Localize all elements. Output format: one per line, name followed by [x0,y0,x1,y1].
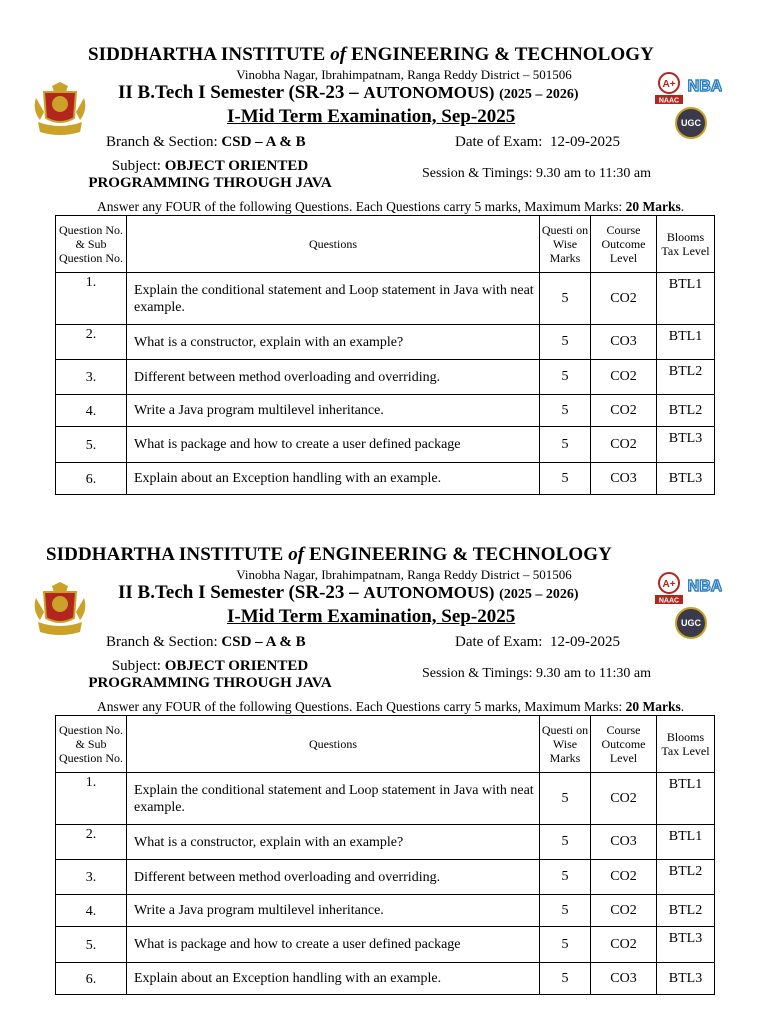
blooms-level: BTL1 [657,273,715,325]
subject-label: Subject: [111,158,165,174]
header-qno: Question No. & Sub Question No. [56,216,127,273]
table-row [56,427,715,463]
header-questions: Questions [127,216,540,273]
question-marks: 5 [540,895,591,927]
course-outcome: CO2 [591,895,657,927]
table-row [56,825,715,860]
blooms-level: BTL2 [657,360,715,395]
question-number: 1. [56,773,127,825]
course-outcome: CO3 [591,825,657,860]
question-text: Different between method overloading and overriding. [127,360,540,395]
institute-name-part: ENGINEERING & TECHNOLOGY [351,44,655,65]
table-row [56,360,715,395]
question-marks: 5 [540,427,591,463]
date-of-exam [455,134,620,151]
table-row [56,773,715,825]
autonomous-label: AUTONOMOUS) [363,583,495,602]
max-marks: 20 Marks [625,199,681,214]
subject-value-line2: PROGRAMMING THROUGH JAVA [88,675,332,691]
header-questions: Questions [127,716,540,773]
svg-text:A+: A+ [662,579,676,590]
question-number: 6. [56,963,127,995]
nba-badge-icon [688,74,722,96]
institute-name [30,44,750,66]
branch-section [106,134,306,151]
question-number: 3. [56,860,127,895]
course-outcome: CO2 [591,427,657,463]
question-marks: 5 [540,273,591,325]
institute-address: Vinobha Nagar, Ibrahimpatnam, Ranga Reddy District – 501506 [236,67,572,82]
question-number: 5. [56,927,127,963]
ugc-badge-icon [674,606,708,640]
course-outcome: CO2 [591,927,657,963]
course-outcome: CO3 [591,325,657,360]
question-marks: 5 [540,825,591,860]
subject-value-line1: OBJECT ORIENTED [164,658,309,674]
question-text: What is package and how to create a user defined package [127,927,540,963]
table-row [56,395,715,427]
svg-text:NAAC: NAAC [658,597,680,605]
institute-name [16,544,736,566]
question-text: What is a constructor, explain with an example? [127,325,540,360]
blooms-level: BTL2 [657,395,715,427]
instruction-end: . [680,699,685,714]
course-outcome: CO3 [591,963,657,995]
semester-heading [118,582,578,604]
naac-badge-icon [654,572,684,606]
header-marks: Questi on Wise Marks [540,216,591,273]
table-row [56,927,715,963]
question-marks: 5 [540,395,591,427]
college-crest-logo [30,582,90,638]
course-outcome: CO2 [591,773,657,825]
course-outcome: CO2 [591,395,657,427]
session-label: Session & Timings: [422,166,533,181]
question-marks: 5 [540,927,591,963]
blooms-level: BTL3 [657,963,715,995]
header-btl: Blooms Tax Level [657,716,715,773]
blooms-level: BTL3 [657,463,715,495]
instruction-text: Answer any FOUR of the following Questions. Each Questions carry 5 marks, Maximum Marks: [97,199,626,214]
subject-value-line2: PROGRAMMING THROUGH JAVA [88,175,332,191]
table-row [56,963,715,995]
question-marks: 5 [540,463,591,495]
table-row [56,895,715,927]
exam-paper-2 [0,530,768,1030]
table-header-row [56,216,715,273]
branch-label: Branch & Section: [106,134,222,150]
date-label: Date of Exam: [455,634,543,650]
question-marks: 5 [540,360,591,395]
exam-title: I-Mid Term Examination, Sep-2025 [227,106,516,127]
instructions [97,699,684,715]
question-marks: 5 [540,773,591,825]
table-row [56,463,715,495]
question-number: 1. [56,273,127,325]
blooms-level: BTL1 [657,325,715,360]
question-number: 5. [56,427,127,463]
questions-table [55,715,715,995]
questions-table [55,215,715,495]
course-outcome: CO2 [591,360,657,395]
question-text: What is a constructor, explain with an example? [127,825,540,860]
session-timings [422,666,651,682]
instruction-text: Answer any FOUR of the following Questions. Each Questions carry 5 marks, Maximum Marks: [97,699,626,714]
question-text: Explain the conditional statement and Loop statement in Java with neat example. [127,773,540,825]
question-number: 3. [56,360,127,395]
exam-title: I-Mid Term Examination, Sep-2025 [227,606,516,627]
question-number: 2. [56,325,127,360]
question-marks: 5 [540,325,591,360]
session-timings [422,166,651,182]
instructions [97,199,684,215]
course-outcome: CO2 [591,860,657,895]
question-number: 4. [56,395,127,427]
academic-years: (2025 – 2026) [499,87,579,102]
table-row [56,273,715,325]
header-qno: Question No. & Sub Question No. [56,716,127,773]
date-value: 12-09-2025 [549,134,620,150]
question-number: 6. [56,463,127,495]
blooms-level: BTL2 [657,860,715,895]
table-row [56,325,715,360]
accreditation-badges [654,72,724,142]
table-row [56,860,715,895]
nba-badge-icon [688,574,722,596]
svg-text:NBA: NBA [688,78,722,95]
question-text: Explain about an Exception handling with an example. [127,463,540,495]
blooms-level: BTL1 [657,825,715,860]
date-value: 12-09-2025 [549,634,620,650]
blooms-level: BTL2 [657,895,715,927]
svg-text:A+: A+ [662,79,676,90]
naac-badge-icon [654,72,684,106]
branch-value: CSD – A & B [221,134,306,150]
semester-main: II B.Tech I Semester (SR-23 – [118,582,364,603]
subject [80,158,340,192]
blooms-level: BTL3 [657,427,715,463]
session-label: Session & Timings: [422,666,533,681]
question-text: Different between method overloading and overriding. [127,860,540,895]
header-btl: Blooms Tax Level [657,216,715,273]
college-crest-logo [30,82,90,138]
subject-value-line1: OBJECT ORIENTED [164,158,309,174]
blooms-level: BTL1 [657,773,715,825]
semester-heading [118,82,578,104]
subject-label: Subject: [111,658,165,674]
svg-text:NBA: NBA [688,578,722,595]
semester-main: II B.Tech I Semester (SR-23 – [118,82,364,103]
branch-label: Branch & Section: [106,634,222,650]
table-header-row [56,716,715,773]
header-co: Course Outcome Level [591,716,657,773]
accreditation-badges [654,572,724,642]
course-outcome: CO3 [591,463,657,495]
svg-text:UGC: UGC [681,618,701,628]
header-marks: Questi on Wise Marks [540,716,591,773]
max-marks: 20 Marks [625,699,681,714]
date-label: Date of Exam: [455,134,543,150]
question-marks: 5 [540,860,591,895]
session-value: 9.30 am to 11:30 am [536,166,651,181]
question-number: 4. [56,895,127,927]
question-number: 2. [56,825,127,860]
institute-name-of: of [330,44,347,65]
instruction-end: . [680,199,685,214]
session-value: 9.30 am to 11:30 am [536,666,651,681]
date-of-exam [455,634,620,651]
subject [80,658,340,692]
autonomous-label: AUTONOMOUS) [363,83,495,102]
institute-name-part: SIDDHARTHA INSTITUTE [88,44,326,65]
institute-name-of: of [288,544,305,565]
institute-name-part: SIDDHARTHA INSTITUTE [46,544,284,565]
svg-text:NAAC: NAAC [658,97,680,105]
question-text: Explain the conditional statement and Loop statement in Java with neat example. [127,273,540,325]
exam-paper-1 [0,30,768,530]
course-outcome: CO2 [591,273,657,325]
institute-name-part: ENGINEERING & TECHNOLOGY [309,544,613,565]
blooms-level: BTL3 [657,927,715,963]
ugc-badge-icon [674,106,708,140]
institute-address: Vinobha Nagar, Ibrahimpatnam, Ranga Reddy District – 501506 [236,567,572,582]
question-text: Explain about an Exception handling with an example. [127,963,540,995]
svg-text:UGC: UGC [681,118,701,128]
question-marks: 5 [540,963,591,995]
academic-years: (2025 – 2026) [499,587,579,602]
header-co: Course Outcome Level [591,216,657,273]
question-text: What is package and how to create a user defined package [127,427,540,463]
question-text: Write a Java program multilevel inheritance. [127,395,540,427]
branch-value: CSD – A & B [221,634,306,650]
branch-section [106,634,306,651]
question-text: Write a Java program multilevel inheritance. [127,895,540,927]
